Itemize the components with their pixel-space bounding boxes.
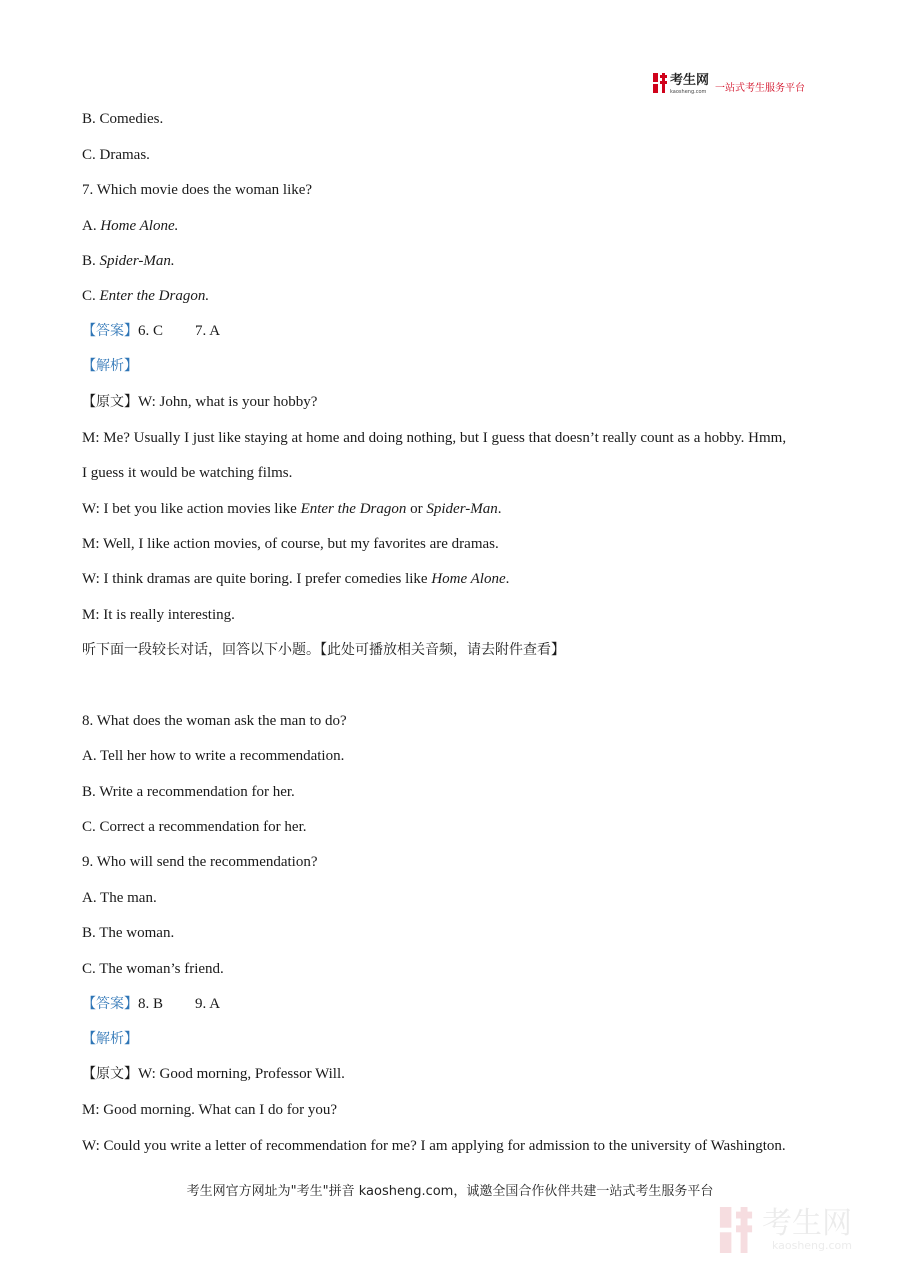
answer-tag: 【答案】 [82,323,138,339]
answer-line-1 [82,321,220,341]
answer-7: 7. A [195,323,221,339]
original-line-2 [82,1064,345,1084]
header-brand-name: 考生网 [670,73,710,88]
original-text: W: John, what is your hobby? [138,394,318,410]
dialogue-line [82,499,502,519]
option-7c-title: Enter the Dragon. [99,288,210,304]
movie-title: Spider-Man [426,501,498,517]
dialogue-text: W: I bet you like action movies like [82,501,301,517]
dialogue-line: I guess it would be watching films. [82,465,293,481]
analysis-line-2 [82,1029,138,1049]
page-footer: 考生网官方网址为"考生"拼音 kaosheng.com，诚邀全国合作伙伴共建一站式考生服务平台 [186,1184,714,1199]
option-9a: A. The man. [82,890,157,906]
watermark-url: kaosheng.com [771,1238,852,1252]
dialogue-text: W: I think dramas are quite boring. I prefer comedies like [82,571,432,587]
question-8: 8. What does the woman ask the man to do? [82,713,347,729]
kaosheng-logo-icon [653,73,667,93]
option-b-comedies: B. Comedies. [82,111,164,127]
header-slogan: 一站式考生服务平台 [715,82,806,94]
option-8a: A. Tell her how to write a recommendation. [82,748,345,764]
dialogue-line: M: Me? Usually I just like staying at home and doing nothing, but I guess that doesn’t really count as a hobby. Hmm, [82,430,787,446]
analysis-tag: 【解析】 [82,358,138,374]
answer-6: 6. C [138,323,164,339]
kaosheng-watermark-icon [716,1207,756,1253]
option-8c: C. Correct a recommendation for her. [82,819,307,835]
original-tag: 【原文】 [82,1066,138,1082]
option-7a-prefix: A. [82,218,101,234]
watermark-text: 考生网 [762,1205,852,1241]
option-7b-prefix: B. [82,253,100,269]
analysis-tag: 【解析】 [82,1031,138,1047]
option-8b: B. Write a recommendation for her. [82,784,295,800]
header-brand [670,71,709,95]
option-7a-title: Home Alone. [100,218,179,234]
dialogue-line: W: Could you write a letter of recommendation for me? I am applying for admission to the university of Washington. [82,1138,786,1154]
question-9: 9. Who will send the recommendation? [82,854,318,870]
answer-line-2 [82,994,220,1014]
option-7c [82,286,209,306]
option-7b [82,251,175,271]
dialogue-text: . [505,571,510,587]
answer-8: 8. B [138,996,164,1012]
answer-9: 9. A [195,996,221,1012]
original-line-1 [82,392,317,412]
watermark [716,1207,852,1253]
header-logo [653,72,805,94]
header-brand-url: kaosheng.com [670,89,707,95]
dialogue-line: M: Good morning. What can I do for you? [82,1102,338,1118]
listening-instruction: 听下面一段较长对话，回答以下小题。【此处可播放相关音频，请去附件查看】 [82,642,565,658]
dialogue-line: M: It is really interesting. [82,607,235,623]
answer-tag: 【答案】 [82,996,138,1012]
option-7c-prefix: C. [82,288,100,304]
analysis-line-1 [82,356,138,376]
movie-title: Enter the Dragon [300,501,407,517]
option-9c: C. The woman’s friend. [82,961,224,977]
original-text: W: Good morning, Professor Will. [138,1066,345,1082]
dialogue-line [82,569,509,589]
dialogue-text: . [497,501,502,517]
dialogue-text: or [406,501,427,517]
original-tag: 【原文】 [82,394,138,410]
option-c-dramas: C. Dramas. [82,147,150,163]
dialogue-line: M: Well, I like action movies, of course, but my favorites are dramas. [82,536,499,552]
option-9b: B. The woman. [82,925,175,941]
movie-title: Home Alone [431,571,506,587]
option-7b-title: Spider-Man. [99,253,175,269]
question-7: 7. Which movie does the woman like? [82,182,313,198]
option-7a [82,216,178,236]
